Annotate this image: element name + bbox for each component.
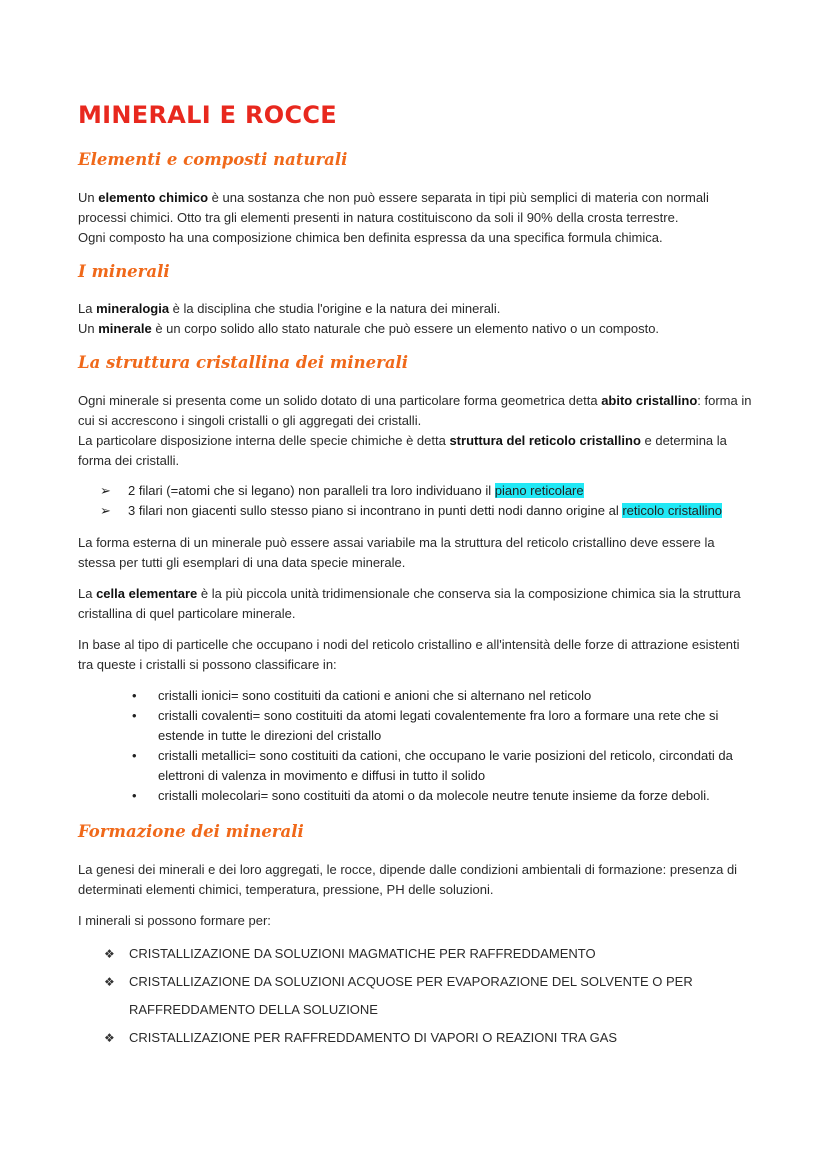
bullet-dot-icon: • (132, 748, 137, 763)
list-item: • cristalli ionici= sono costituiti da cationi e anioni che si alternano nel reticolo (130, 686, 750, 706)
paragraph-abito-cristallino: Ogni minerale si presenta come un solido dotato di una particolare forma geometrica detta abito cristallino: forma in cui si accrescono i singoli cristalli o gli aggregati dei cristalli. La particolare disposizione interna delle specie chimiche è detta struttura del reticolo cristallino e determina la forma dei cristalli. (78, 393, 752, 468)
list-item: ➢ 2 filari (=atomi che si legano) non paralleli tra loro individuano il piano reticolare (100, 481, 740, 501)
term-abito-cristallino: abito cristallino (601, 393, 698, 408)
section-heading-minerali: I minerali (78, 262, 170, 281)
list-item: ❖ CRISTALLIZAZIONE DA SOLUZIONI ACQUOSE PER EVAPORAZIONE DEL SOLVENTE O PER RAFFREDDAMENTO DELLA SOLUZIONE (104, 968, 754, 1024)
paragraph-cella-elementare: La cella elementare è la più piccola unità tridimensionale che conserva sia la composizione chimica sia la struttura cristallina di quel particolare minerale. (78, 586, 741, 621)
paragraph-formazione-intro: I minerali si possono formare per: (78, 913, 271, 928)
paragraph-mineralogia: La mineralogia è la disciplina che studia l'origine e la natura dei minerali. Un minerale è un corpo solido allo stato naturale che può essere un elemento nativo o un composto. (78, 301, 660, 336)
arrow-bullet-icon: ➢ (100, 503, 111, 518)
section-heading-formazione: Formazione dei minerali (78, 822, 304, 841)
diamond-bullet-icon: ❖ (104, 975, 115, 989)
crystal-types-list (130, 686, 750, 806)
term-cella-elementare: cella elementare (96, 586, 198, 601)
diamond-bullet-icon: ❖ (104, 947, 115, 961)
bullet-dot-icon: • (132, 788, 137, 803)
section-heading-struttura: La struttura cristallina dei minerali (78, 353, 409, 372)
section-heading-elementi: Elementi e composti naturali (78, 150, 348, 169)
list-item: • cristalli molecolari= sono costituiti da atomi o da molecole neutre tenute insieme da forze deboli. (130, 786, 750, 806)
list-item: • cristalli covalenti= sono costituiti da atomi legati covalentemente fra loro a formare una rete che si estende in tutte le direzioni del cristallo (132, 708, 719, 743)
term-elemento-chimico: elemento chimico (98, 190, 209, 205)
list-item: ➢ 3 filari non giacenti sullo stesso piano si incontrano in punti detti nodi danno origine al reticolo cristallino (100, 501, 740, 521)
term-mineralogia: mineralogia (96, 301, 170, 316)
paragraph-forma-esterna: La forma esterna di un minerale può essere assai variabile ma la struttura del reticolo cristallino deve essere la stessa per tutti gli esemplari di una data specie minerale. (78, 535, 715, 570)
paragraph-elemento-chimico: Un elemento chimico è una sostanza che non può essere separata in tipi più semplici di materia con normali processi chimici. Otto tra gli elementi presenti in natura costituiscono da soli il 90% della crosta terrestre. Ogni composto ha una composizione chimica ben definita espressa da una specifica formula chimica. (78, 190, 709, 245)
highlight-reticolo-cristallino: reticolo cristallino (622, 503, 723, 518)
term-struttura-reticolo: struttura del reticolo cristallino (449, 433, 641, 448)
paragraph-genesi: La genesi dei minerali e dei loro aggregati, le rocce, dipende dalle condizioni ambientali di formazione: presenza di determinati elementi chimici, temperatura, pressione, PH delle soluzioni. (78, 862, 738, 897)
arrow-list (100, 481, 740, 521)
paragraph-classificazione: In base al tipo di particelle che occupano i nodi del reticolo cristallino e all'intensità delle forze di attrazione esistenti tra queste i cristalli si possono classificare in: (78, 637, 740, 672)
page-title: MINERALI E ROCCE (78, 101, 337, 129)
list-item: ❖ CRISTALLIZAZIONE DA SOLUZIONI MAGMATICHE PER RAFFREDDAMENTO (104, 940, 754, 968)
highlight-piano-reticolare: piano reticolare (494, 483, 584, 498)
term-minerale: minerale (98, 321, 152, 336)
list-item: • cristalli metallici= sono costituiti da cationi, che occupano le varie posizioni del reticolo, circondati da elettroni di valenza in movimento e diffusi in tutto il solido (132, 748, 733, 783)
bullet-dot-icon: • (132, 688, 137, 703)
list-item: ❖ CRISTALLIZAZIONE PER RAFFREDDAMENTO DI VAPORI O REAZIONI TRA GAS (104, 1024, 754, 1052)
formation-list (104, 940, 754, 1052)
arrow-bullet-icon: ➢ (100, 483, 111, 498)
bullet-dot-icon: • (132, 708, 137, 723)
diamond-bullet-icon: ❖ (104, 1031, 115, 1045)
